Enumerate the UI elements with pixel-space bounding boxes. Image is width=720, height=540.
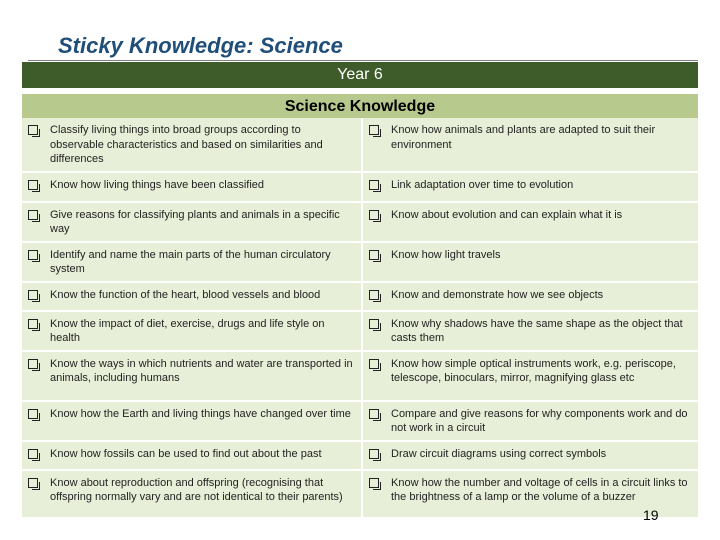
knowledge-item: Link adaptation over time to evolution — [391, 178, 574, 191]
right-cell — [362, 172, 698, 202]
table-row — [22, 172, 698, 202]
checkbox-bullet-icon — [369, 250, 379, 260]
left-cell — [22, 401, 362, 441]
year-banner: Year 6 — [22, 62, 698, 88]
checkbox-bullet-icon — [28, 125, 38, 135]
knowledge-item: Give reasons for classifying plants and animals in a specific way — [50, 208, 340, 235]
table-row — [22, 351, 698, 401]
page-title: Sticky Knowledge: Science — [58, 33, 343, 58]
table-row — [22, 242, 698, 282]
knowledge-item: Know how animals and plants are adapted to suit their environment — [391, 124, 656, 151]
knowledge-item: Know how simple optical instruments work, e.g. periscope, telescope, binoculars, mirror, magnifying glass etc — [391, 357, 676, 384]
knowledge-item: Classify living things into broad groups according to observable characteristics and based on similarities and differences — [50, 124, 323, 165]
knowledge-item: Know about reproduction and offspring (recognising that offspring normally vary and are not identical to their parents) — [50, 476, 343, 503]
knowledge-item: Draw circuit diagrams using correct symbols — [391, 447, 607, 460]
checkbox-bullet-icon — [369, 290, 379, 300]
table-row — [22, 311, 698, 351]
right-cell — [362, 202, 698, 242]
table-row — [22, 470, 698, 518]
checkbox-bullet-icon — [369, 359, 379, 369]
left-cell — [22, 202, 362, 242]
checkbox-bullet-icon — [28, 210, 38, 220]
right-cell — [362, 441, 698, 470]
table-row — [22, 118, 698, 172]
knowledge-item: Compare and give reasons for why components work and do not work in a circuit — [391, 407, 688, 434]
checkbox-bullet-icon — [28, 478, 38, 488]
title-divider — [28, 60, 698, 61]
right-cell — [362, 311, 698, 351]
checkbox-bullet-icon — [369, 409, 379, 419]
table-row — [22, 282, 698, 311]
left-cell — [22, 242, 362, 282]
knowledge-table — [22, 118, 698, 519]
knowledge-item: Know the function of the heart, blood vessels and blood — [50, 288, 321, 301]
knowledge-item: Know the impact of diet, exercise, drugs and life style on health — [50, 317, 325, 344]
knowledge-item: Know about evolution and can explain what it is — [391, 208, 623, 221]
table-row — [22, 401, 698, 441]
right-cell — [362, 282, 698, 311]
right-cell — [362, 401, 698, 441]
right-cell — [362, 242, 698, 282]
left-cell — [22, 172, 362, 202]
knowledge-item: Identify and name the main parts of the human circulatory system — [50, 248, 331, 275]
table-row — [22, 202, 698, 242]
knowledge-item: Know how fossils can be used to find out about the past — [50, 447, 322, 460]
left-cell — [22, 351, 362, 401]
table-row — [22, 441, 698, 470]
left-cell — [22, 441, 362, 470]
checkbox-bullet-icon — [369, 319, 379, 329]
checkbox-bullet-icon — [28, 359, 38, 369]
checkbox-bullet-icon — [369, 478, 379, 488]
knowledge-item: Know why shadows have the same shape as the object that casts them — [391, 317, 683, 344]
left-cell — [22, 311, 362, 351]
checkbox-bullet-icon — [28, 290, 38, 300]
checkbox-bullet-icon — [28, 409, 38, 419]
knowledge-item: Know how the Earth and living things have changed over time — [50, 407, 351, 420]
left-cell — [22, 470, 362, 518]
checkbox-bullet-icon — [369, 210, 379, 220]
knowledge-item: Know and demonstrate how we see objects — [391, 288, 604, 301]
left-cell — [22, 118, 362, 172]
checkbox-bullet-icon — [28, 449, 38, 459]
checkbox-bullet-icon — [369, 449, 379, 459]
checkbox-bullet-icon — [369, 125, 379, 135]
knowledge-item: Know how living things have been classified — [50, 178, 265, 191]
page-number: 19 — [643, 507, 659, 523]
right-cell — [362, 351, 698, 401]
knowledge-item: Know how the number and voltage of cells in a circuit links to the brightness of a lamp or the volume of a buzzer — [391, 476, 688, 503]
left-cell — [22, 282, 362, 311]
checkbox-bullet-icon — [28, 180, 38, 190]
checkbox-bullet-icon — [28, 250, 38, 260]
section-heading: Science Knowledge — [22, 94, 698, 118]
checkbox-bullet-icon — [369, 180, 379, 190]
right-cell — [362, 118, 698, 172]
knowledge-item: Know the ways in which nutrients and water are transported in animals, including humans — [50, 357, 353, 384]
checkbox-bullet-icon — [28, 319, 38, 329]
knowledge-item: Know how light travels — [391, 248, 501, 261]
